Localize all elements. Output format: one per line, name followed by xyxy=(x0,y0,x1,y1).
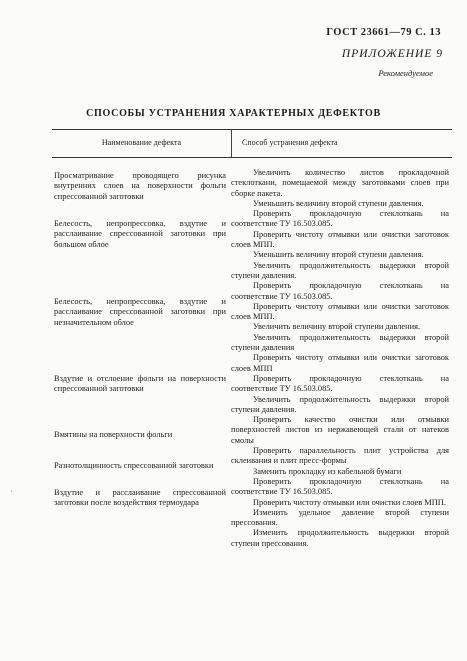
remedy-item: Проверить параллельность плит устройства для склеивания и плит пресс-формы xyxy=(231,446,449,466)
remedy-item: Изменить удельное давление второй ступени прессования. xyxy=(231,507,449,528)
remedy-item: Уменьшить величину второй ступени давления. xyxy=(253,250,424,260)
defect-item: Разнотолщинность спрессованной заготовки xyxy=(54,461,214,470)
column-header-defect: Наименование дефекта xyxy=(101,138,182,147)
defect-item: Вздутие и отслоение фольги на поверхности спрессованной заготовки xyxy=(54,374,226,394)
table-header-rule xyxy=(52,157,452,158)
margin-mark: · xyxy=(10,486,13,496)
remedy-item: Проверить прокладочную стеклоткань на соответствие ТУ 16.503.085. xyxy=(231,373,449,394)
table-top-rule xyxy=(52,129,452,130)
document-reference: ГОСТ 23661—79 С. 13 xyxy=(326,27,441,38)
remedy-item: Увеличить продолжительность выдержки второй ступени давления. xyxy=(231,260,449,280)
page-title: СПОСОБЫ УСТРАНЕНИЯ ХАРАКТЕРНЫХ ДЕФЕКТОВ xyxy=(86,108,381,119)
recommended-label: Рекомендуемое xyxy=(378,68,433,78)
remedy-item: Увеличить продолжительность выдержки второй ступени давления. xyxy=(231,394,449,414)
remedy-item: Увеличить продолжительность выдержки второй ступени давления xyxy=(231,332,449,353)
remedy-item: Проверить прокладочную стеклоткань на соответствие ТУ 16.503.085. xyxy=(231,209,449,229)
appendix-label: ПРИЛОЖЕНИЕ 9 xyxy=(341,48,443,60)
remedy-item: Проверить качество очистки или отмывки поверхностей листов из нержавеющей стали от натеков смолы xyxy=(231,415,449,445)
column-header-method: Способ устранения дефекта xyxy=(242,138,338,147)
remedy-item: Проверить чистоту отмывки или очистки заготовок слоев МПП. xyxy=(231,229,449,250)
remedy-item: Проверить прокладочную стеклоткань на соответствие ТУ 16.503.085. xyxy=(231,281,449,301)
remedy-item: Увеличить количество листов прокладочной стеклоткани, помещаемой между заготовками слоев при сборке пакета. xyxy=(231,168,449,198)
defect-item: Белесость, непропрессовка, вздутие и расслаивание спрессованной заготовки при незначительном облое xyxy=(54,297,226,327)
remedy-item: Уменьшить величину второй ступени давления. xyxy=(253,198,424,208)
remedy-item: Заменить прокладку из кабельной бумаги xyxy=(253,466,402,476)
defect-item: Просматривание проводящего рисунка внутренних слоев на поверхности фольги спрессованной заготовки xyxy=(54,171,226,201)
remedy-item: Проверить чистоту отмывки или очистки слоев МПП. xyxy=(253,497,446,507)
remedy-list xyxy=(231,168,449,549)
defect-item: Вмятины на поверхности фольги xyxy=(54,430,173,439)
remedy-item: Увеличить величину второй ступени давления. xyxy=(253,322,421,332)
defect-item: Белесость, непропрессовка, вздутие и расслаивание спрессованной заготовки при большом облое xyxy=(54,219,226,249)
remedy-item: Проверить прокладочную стеклоткань на соответствие ТУ 16.503.085. xyxy=(231,476,449,497)
defect-item: Вздутие и расслаивание спрессованной заготовки после воздействия термоудара xyxy=(54,488,226,508)
remedy-item: Проверить чистоту отмывки или очистки заготовок слоев МПП. xyxy=(231,301,449,322)
remedy-item: Изменить продолжительность выдержки второй ступени прессования. xyxy=(231,528,449,548)
remedy-item: Проверить чистоту отмывки или очистки заготовок слоев МПП xyxy=(231,353,449,373)
